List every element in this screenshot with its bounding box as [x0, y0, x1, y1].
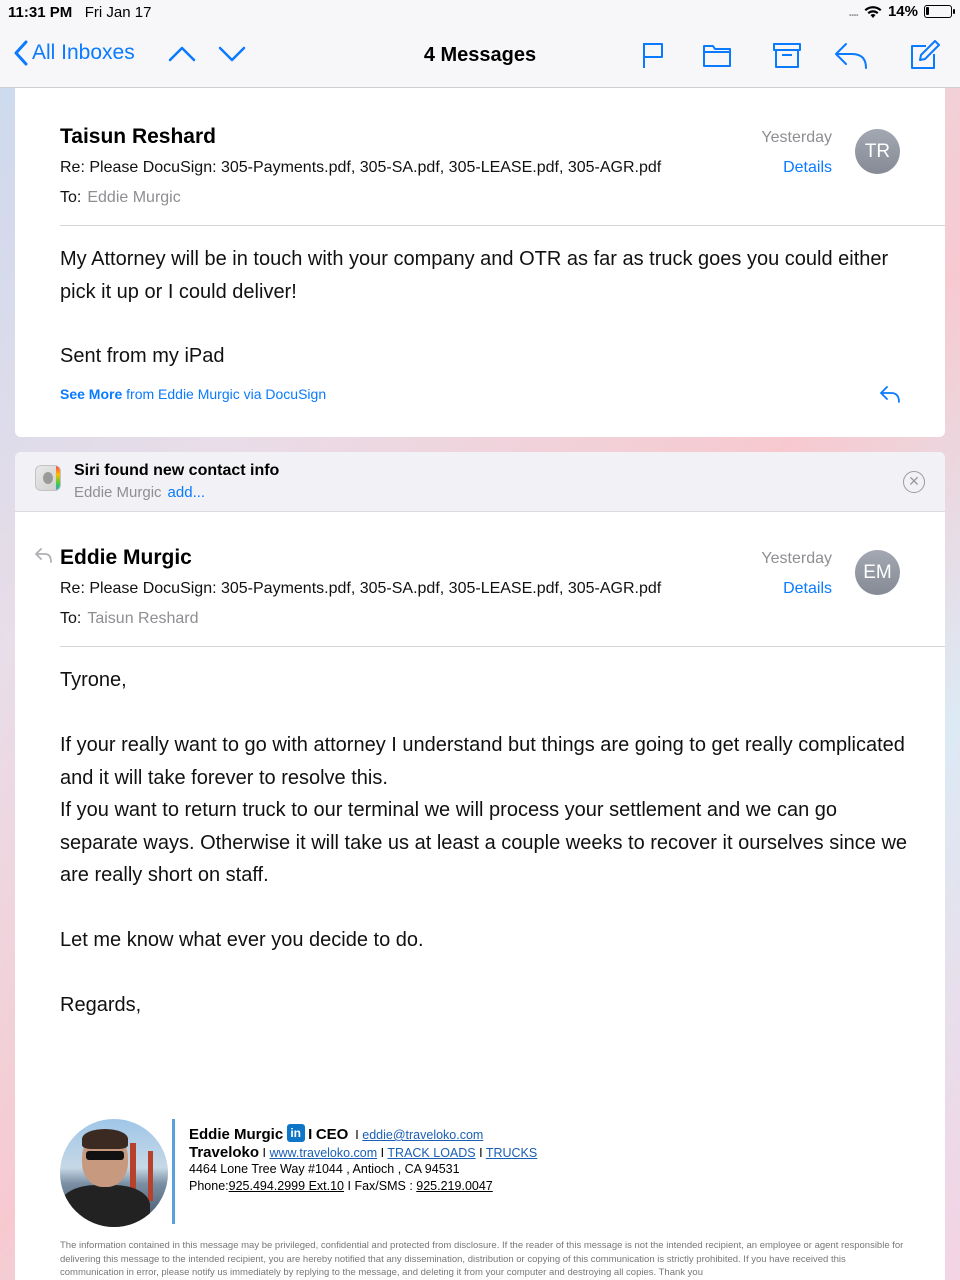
- battery-icon: [924, 5, 952, 18]
- message-card: [15, 88, 945, 437]
- chevron-left-icon: [14, 40, 28, 66]
- battery-percent: 14%: [887, 3, 918, 20]
- recipient-name[interactable]: Eddie Murgic: [87, 189, 181, 206]
- signature-title: CEO: [315, 1126, 349, 1143]
- message-date: Yesterday: [761, 550, 832, 567]
- see-more-link[interactable]: See More from Eddie Murgic via DocuSign: [60, 386, 327, 402]
- message-body-paragraph: Regards,: [60, 994, 142, 1016]
- message-body-paragraph: If your really want to go with attorney I understand but things are going to get really complicated and it will take forever to resolve this.: [60, 734, 905, 789]
- signal-icon: ....: [848, 4, 858, 19]
- reply-icon[interactable]: [834, 40, 868, 70]
- email-link[interactable]: eddie@traveloko.com: [362, 1128, 484, 1142]
- message-body-paragraph: My Attorney will be in touch with your company and OTR as far as truck goes you could either pick it up or I could deliver!: [60, 248, 889, 303]
- siri-suggestion-banner: [15, 452, 945, 512]
- details-button[interactable]: Details: [783, 159, 832, 176]
- nav-bar: [0, 24, 960, 88]
- replied-icon: [35, 547, 53, 563]
- status-bar: [0, 0, 960, 24]
- close-icon[interactable]: ✕: [903, 471, 925, 493]
- signature-phone-line: Phone:925.494.2999 Ext.10 I Fax/SMS : 925.219.0047: [189, 1179, 493, 1193]
- signature-photo: [60, 1119, 168, 1227]
- divider: [60, 646, 945, 647]
- message-date: Yesterday: [761, 129, 832, 146]
- trucks-link[interactable]: TRUCKS: [485, 1146, 538, 1160]
- status-time: 11:31 PM Fri Jan 17: [8, 4, 152, 21]
- message-card: [15, 452, 945, 1280]
- page-title: 4 Messages: [423, 44, 537, 66]
- phone-link[interactable]: 925.494.2999 Ext.10: [228, 1179, 344, 1193]
- add-contact-button[interactable]: add...: [167, 484, 206, 501]
- battery-fill: [926, 7, 929, 15]
- contacts-icon: [35, 465, 61, 491]
- wifi-icon: [864, 5, 882, 19]
- reply-icon[interactable]: [879, 384, 901, 404]
- siri-title: Siri found new contact info: [74, 462, 280, 479]
- message-body-paragraph: Let me know what ever you decide to do.: [60, 929, 424, 951]
- previous-message-button[interactable]: [168, 44, 196, 64]
- recipient-name[interactable]: Taisun Reshard: [87, 610, 199, 627]
- siri-contact: Eddie Murgic add...: [74, 484, 206, 501]
- subject-line: Re: Please DocuSign: 305-Payments.pdf, 305-SA.pdf, 305-LEASE.pdf, 305-AGR.pdf: [60, 159, 662, 176]
- recipient-line: To: Eddie Murgic: [60, 189, 181, 206]
- signature-address: 4464 Lone Tree Way #1044 , Antioch , CA 94531: [189, 1162, 460, 1176]
- signature-disclaimer: The information contained in this message may be privileged, confidential and protected from disclosure. If the reader of this message is not the intended recipient, an employee or agent responsible for delivering this message to the intended recipient, you are hereby notified that any dissemination, distribution or copying of this communication is strictly prohibited. If you have received this communication in error, please notify us immediately by replying to the message, and deleting it from your computer and destroying all copies. Thank you: [60, 1240, 904, 1278]
- archive-icon[interactable]: [772, 40, 802, 70]
- status-indicators: [849, 3, 952, 20]
- sender-name: Taisun Reshard: [60, 125, 216, 148]
- signature-divider: [172, 1119, 175, 1224]
- recipient-line: To: Taisun Reshard: [60, 610, 199, 627]
- message-body-paragraph: If you want to return truck to our terminal we will process your settlement and we can go separate ways. Otherwise it will take us at least a couple weeks to recover it ourselves since we are really short on staff.: [60, 799, 908, 886]
- message-body-paragraph: Sent from my iPad: [60, 345, 225, 367]
- divider: [60, 225, 945, 226]
- signature-company-line: Traveloko I www.traveloko.com I TRACK LOADS I TRUCKS: [189, 1144, 538, 1161]
- back-button[interactable]: [14, 40, 135, 66]
- signature-company: Traveloko: [189, 1144, 260, 1161]
- subject-line: Re: Please DocuSign: 305-Payments.pdf, 305-SA.pdf, 305-LEASE.pdf, 305-AGR.pdf: [60, 580, 662, 597]
- avatar[interactable]: TR: [855, 129, 900, 174]
- message-body-paragraph: Tyrone,: [60, 669, 127, 691]
- fax-link[interactable]: 925.219.0047: [416, 1179, 493, 1193]
- flag-icon[interactable]: [640, 40, 666, 70]
- details-button[interactable]: Details: [783, 580, 832, 597]
- track-loads-link[interactable]: TRACK LOADS: [387, 1146, 476, 1160]
- folder-icon[interactable]: [702, 40, 732, 70]
- signature-name: Eddie Murgic: [189, 1126, 284, 1143]
- sender-name: Eddie Murgic: [60, 546, 192, 569]
- compose-icon[interactable]: [908, 40, 940, 72]
- signature-name-line: Eddie Murgic in I CEO I eddie@traveloko.com: [189, 1126, 484, 1143]
- website-link[interactable]: www.traveloko.com: [269, 1146, 378, 1160]
- next-message-button[interactable]: [218, 44, 246, 64]
- linkedin-icon[interactable]: in: [287, 1124, 305, 1142]
- avatar[interactable]: EM: [855, 550, 900, 595]
- back-label: All Inboxes: [32, 41, 135, 64]
